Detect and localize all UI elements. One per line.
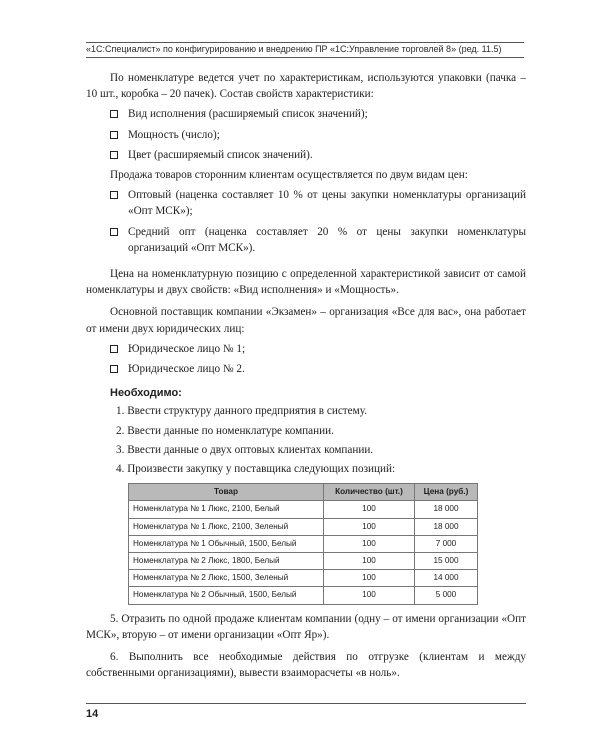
list-item	[86, 147, 526, 163]
table-row	[129, 501, 478, 518]
list-item-text: Оптовый (наценка составляет 10 % от цены закупки номенклатуры организаций «Опт МСК»);	[128, 189, 526, 218]
purchase-table	[128, 483, 478, 604]
list-item-text: Юридическое лицо № 1;	[128, 342, 246, 355]
table-row	[129, 587, 478, 604]
tasks-list	[86, 403, 526, 477]
list-item	[86, 106, 526, 122]
supplier-paragraph: Основной поставщик компании «Экзамен» – организация «Все для вас», она работает от имени двух юридических лиц:	[86, 306, 526, 335]
list-item	[86, 361, 526, 377]
cell-price: 18 000	[415, 501, 478, 518]
list-item	[86, 224, 526, 256]
task-item: 4. Произвести закупку у поставщика следующих позиций:	[116, 463, 396, 476]
list-item-text: Цвет (расширяемый список значений).	[128, 148, 313, 161]
table-row	[129, 518, 478, 535]
footer-rule	[86, 703, 526, 704]
running-head: «1С:Специалист» по конфигурированию и внедрению ПР «1С:Управление торговлей 8» (ред. 11.5)	[86, 44, 502, 54]
column-header-price: Цена (руб.)	[415, 484, 478, 501]
list-item-text: Юридическое лицо № 2.	[128, 363, 245, 376]
task-item: 3. Ввести данные о двух оптовых клиентах компании.	[116, 443, 374, 456]
header-rule-bottom	[86, 57, 524, 58]
list-item-text: Мощность (число);	[128, 128, 220, 141]
cell-quantity: 100	[324, 518, 415, 535]
checkbox-bullet-icon	[110, 365, 118, 373]
page-number: 14	[86, 708, 99, 720]
checkbox-bullet-icon	[110, 151, 118, 159]
list-item	[86, 187, 526, 219]
cell-price: 15 000	[415, 553, 478, 570]
price-types-list	[86, 187, 526, 256]
table-header-row	[129, 484, 478, 501]
column-header-goods: Товар	[129, 484, 324, 501]
cell-goods: Номенклатура № 2 Люкс, 1800, Белый	[129, 553, 324, 570]
price-dependency-paragraph: Цена на номенклатурную позицию с определенной характеристикой зависит от самой номенклатуры и двух свойств: «Вид исполнения» и «Мощность».	[86, 268, 526, 297]
table-row	[129, 570, 478, 587]
task-item: 1. Ввести структуру данного предприятия в систему.	[116, 405, 367, 418]
cell-price: 7 000	[415, 535, 478, 552]
cell-goods: Номенклатура № 1 Люкс, 2100, Белый	[129, 501, 324, 518]
cell-goods: Номенклатура № 2 Люкс, 1500, Зеленый	[129, 570, 324, 587]
column-header-quantity: Количество (шт.)	[324, 484, 415, 501]
cell-quantity: 100	[324, 501, 415, 518]
task6-paragraph: 6. Выполнить все необходимые действия по отгрузке (клиентам и между собственными организациями), вывести взаиморасчеты «в ноль».	[86, 651, 526, 680]
legal-entities-list	[86, 341, 526, 377]
properties-list	[86, 106, 526, 163]
table-row	[129, 535, 478, 552]
list-item-text: Вид исполнения (расширяемый список значений);	[128, 108, 368, 121]
cell-goods: Номенклатура № 1 Обычный, 1500, Белый	[129, 535, 324, 552]
header-rule-top	[86, 42, 524, 43]
cell-goods: Номенклатура № 1 Люкс, 2100, Зеленый	[129, 518, 324, 535]
task5-paragraph: 5. Отразить по одной продаже клиентам компании (одну – от имени организации «Опт МСК», вторую – от имени организации «Опт Яр»).	[86, 612, 526, 641]
intro-paragraph: По номенклатуре ведется учет по характеристикам, используются упаковки (пачка – 10 шт., коробка – 20 пачек). Состав свойств характеристики:	[86, 72, 526, 101]
table-row	[129, 553, 478, 570]
cell-quantity: 100	[324, 587, 415, 604]
page-body	[86, 70, 526, 682]
checkbox-bullet-icon	[110, 228, 118, 236]
required-heading: Необходимо:	[110, 387, 182, 400]
cell-price: 14 000	[415, 570, 478, 587]
list-item	[86, 341, 526, 357]
cell-price: 5 000	[415, 587, 478, 604]
checkbox-bullet-icon	[110, 110, 118, 118]
checkbox-bullet-icon	[110, 345, 118, 353]
cell-price: 18 000	[415, 518, 478, 535]
cell-quantity: 100	[324, 570, 415, 587]
list-item	[86, 127, 526, 143]
checkbox-bullet-icon	[110, 191, 118, 199]
cell-quantity: 100	[324, 553, 415, 570]
list-item-text: Средний опт (наценка составляет 20 % от цены закупки номенклатуры организаций «Опт МСК»).	[128, 225, 526, 254]
checkbox-bullet-icon	[110, 131, 118, 139]
prices-intro-paragraph: Продажа товаров сторонним клиентам осуществляется по двум видам цен:	[110, 169, 468, 182]
cell-quantity: 100	[324, 535, 415, 552]
task-item: 2. Ввести данные по номенклатуре компании.	[116, 424, 334, 437]
cell-goods: Номенклатура № 2 Обычный, 1500, Белый	[129, 587, 324, 604]
